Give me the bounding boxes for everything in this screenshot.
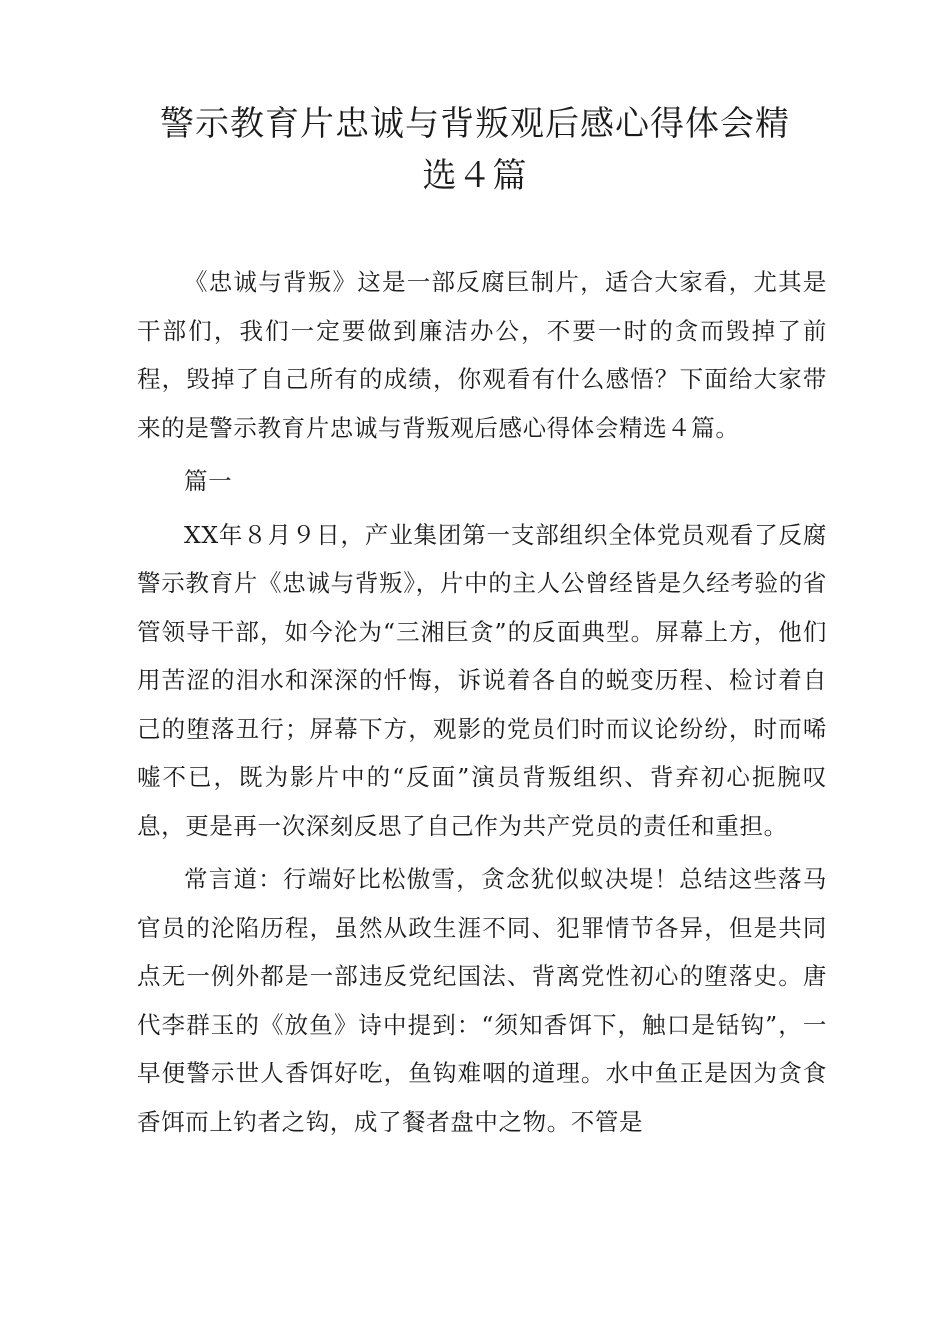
intro-paragraph: 《忠诚与背叛》这是一部反腐巨制片，适合大家看，尤其是干部们，我们一定要做到廉洁办公，不要一时的贪而毁掉了前程，毁掉了自己所有的成绩，你观看有什么感悟？下面给大家带来的是警示教育片忠诚与背叛观后感心得体会精选４篇。 (137, 268, 827, 442)
body-paragraph: XX年８月９日，产业集团第一支部组织全体党员观看了反腐警示教育片《忠诚与背叛》，片中的主人公曾经皆是久经考验的省管领导干部，如今沦为“三湘巨贪”的反面典型。屏幕上方，他们用苦涩的泪水和深深的忏悔，诉说着各自的蜕变历程、检讨着自己的堕落丑行；屏幕下方，观影的党员们时而议论纷纷，时而唏嘘不已，既为影片中的“反面”演员背叛组织、背弃初心扼腕叹息，更是再一次深刻反思了自己作为共产党员的责任和重担。 (137, 520, 827, 840)
section-heading: 篇一 (184, 467, 233, 495)
document-title (100, 98, 850, 202)
body-paragraph: 常言道：行端好比松傲雪，贪念犹似蚁决堤！总结这些落马官员的沦陷历程，虽然从政生涯不同、犯罪情节各异，但是共同点无一例外都是一部违反党纪国法、背离党性初心的堕落史。唐代李群玉的《放鱼》诗中提到：“须知香饵下，触口是铦钩”，一早便警示世人香饵好吃，鱼钩难咽的道理。水中鱼正是因为贪食香饵而上钓者之钩，成了餐者盘中之物。不管是 (137, 865, 827, 1136)
document-body (137, 258, 827, 1151)
title-line-2: 选４篇 (422, 156, 528, 196)
title-line-1: 警示教育片忠诚与背叛观后感心得体会精 (160, 104, 790, 144)
